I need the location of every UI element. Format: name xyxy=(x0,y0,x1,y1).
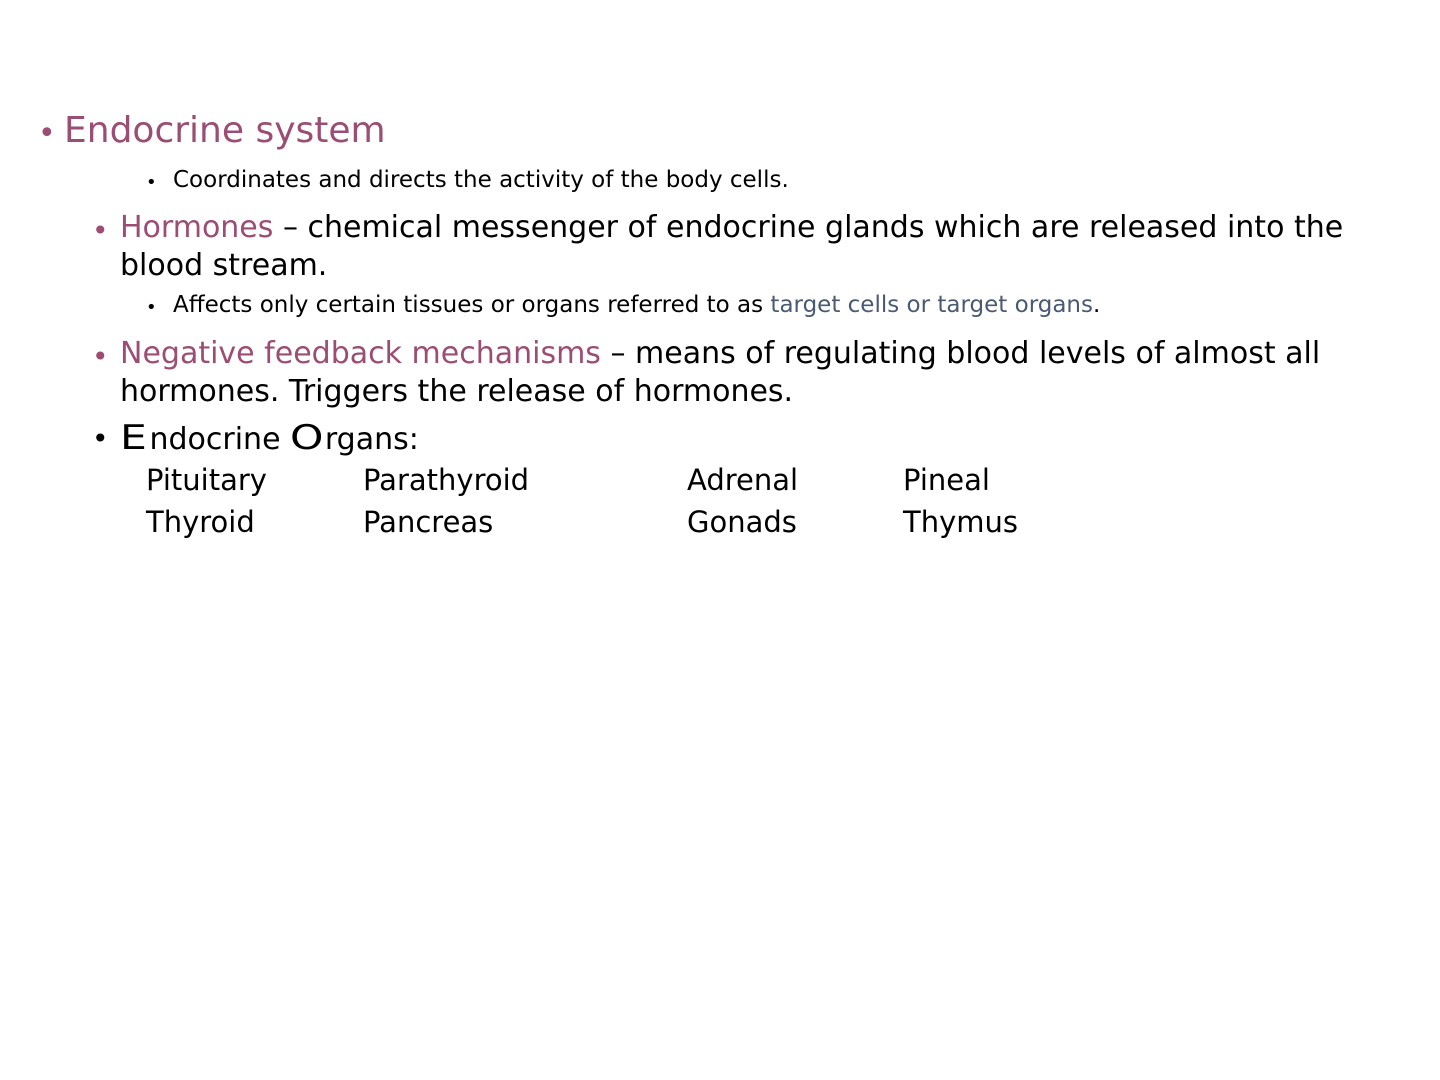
feedback-line1 xyxy=(120,336,1320,371)
organ-gonads: Gonads xyxy=(687,505,797,539)
bullet-feedback: • xyxy=(92,340,109,373)
organs-heading xyxy=(120,418,419,458)
hormones-line2: blood stream. xyxy=(120,248,328,283)
bullet-sub1: • xyxy=(146,172,157,193)
organ-thymus: Thymus xyxy=(903,505,1018,539)
bullet-sub2: • xyxy=(146,297,157,318)
feedback-definition: – means of regulating blood levels of almost all xyxy=(600,336,1321,371)
hormones-definition: – chemical messenger of endocrine glands which are released into the xyxy=(273,210,1344,245)
bullet-endocrine-system: • xyxy=(38,116,56,151)
feedback-line2: hormones. Triggers the release of hormones. xyxy=(120,374,794,409)
organs-heading-second-letter: O xyxy=(290,418,324,458)
hormones-term: Hormones xyxy=(120,210,274,245)
organ-parathyroid: Parathyroid xyxy=(363,463,530,497)
organs-heading-first-letter: E xyxy=(120,418,147,458)
organs-heading-end: rgans: xyxy=(324,422,419,457)
hormones-line1 xyxy=(120,210,1343,245)
sub2-lead: Affects only certain tissues or organs referred to as xyxy=(173,292,771,318)
bullet-hormones: • xyxy=(92,214,109,247)
organ-pancreas: Pancreas xyxy=(363,505,494,539)
organ-pineal: Pineal xyxy=(903,463,990,497)
sub1-text: Coordinates and directs the activity of the body cells. xyxy=(173,167,789,193)
bullet-organs: • xyxy=(92,422,109,455)
organ-pituitary: Pituitary xyxy=(146,463,267,497)
organ-adrenal: Adrenal xyxy=(687,463,799,497)
organ-thyroid: Thyroid xyxy=(146,505,255,539)
sub2-text xyxy=(173,292,1100,318)
heading-endocrine-system: Endocrine system xyxy=(64,110,386,151)
organs-heading-middle: ndocrine xyxy=(149,422,291,457)
sub2-end: . xyxy=(1093,292,1101,318)
sub2-term: target cells or target organs xyxy=(770,292,1093,318)
feedback-term: Negative feedback mechanisms xyxy=(120,336,601,371)
